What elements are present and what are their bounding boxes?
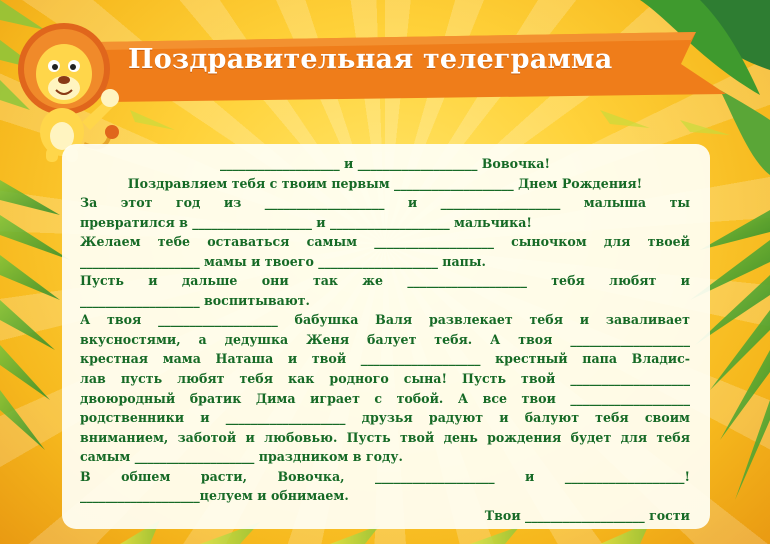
text-line-2: Поздравляем тебя с твоим первым ___________________ Днем Рождения! — [127, 175, 643, 191]
text-line-8: ___________________ воспитывают. — [80, 292, 310, 308]
text-line-9: А твоя ___________________ бабушка Валя развлекает тебя и заваливает — [80, 312, 690, 328]
text-line-1: ___________________ и ___________________ Вовочка! — [220, 156, 550, 171]
text-line-19: Твои ___________________ гости — [484, 507, 690, 523]
text-line-16: самым ___________________ праздником в году. — [80, 449, 403, 465]
text-line-4: превратился в ___________________ и ___________________ мальчика! — [80, 214, 532, 230]
text-line-12: лав пусть любят тебя как родного сына! Пусть твой ___________________ — [80, 371, 690, 387]
telegram-text — [80, 154, 690, 525]
text-line-15: вниманием, заботой и любовью. Пусть твой день рождения будет для тебя — [80, 429, 690, 445]
text-line-14: родственники и ___________________ друзья радуют и балуют тебя своим — [80, 410, 690, 426]
text-line-13: двоюродный братик Дима играет с тобой. А все твои ___________________ — [80, 390, 690, 406]
text-line-5: Желаем тебе оставаться самым ___________________ сыночком для твоей — [80, 234, 690, 250]
text-line-10: вкусностями, а дедушка Женя балует тебя. А твоя ___________________ — [80, 331, 690, 347]
text-line-7: Пусть и дальше они так же ___________________ тебя любят и — [80, 273, 690, 289]
text-line-3: За этот год из ___________________ и ___________________ малыша ты — [80, 195, 690, 211]
text-line-6: ___________________ мамы и твоего ___________________ папы. — [80, 253, 486, 269]
text-line-18: ___________________целуем и обнимаем. — [80, 488, 349, 504]
lion-mascot-icon — [6, 14, 131, 164]
card-title: Поздравительная телеграмма — [128, 44, 613, 75]
text-line-17: В обшем расти, Вовочка, ___________________ и ___________________! — [80, 468, 690, 484]
text-line-11: крестная мама Наташа и твой ___________________ крестный папа Владис- — [80, 351, 690, 367]
